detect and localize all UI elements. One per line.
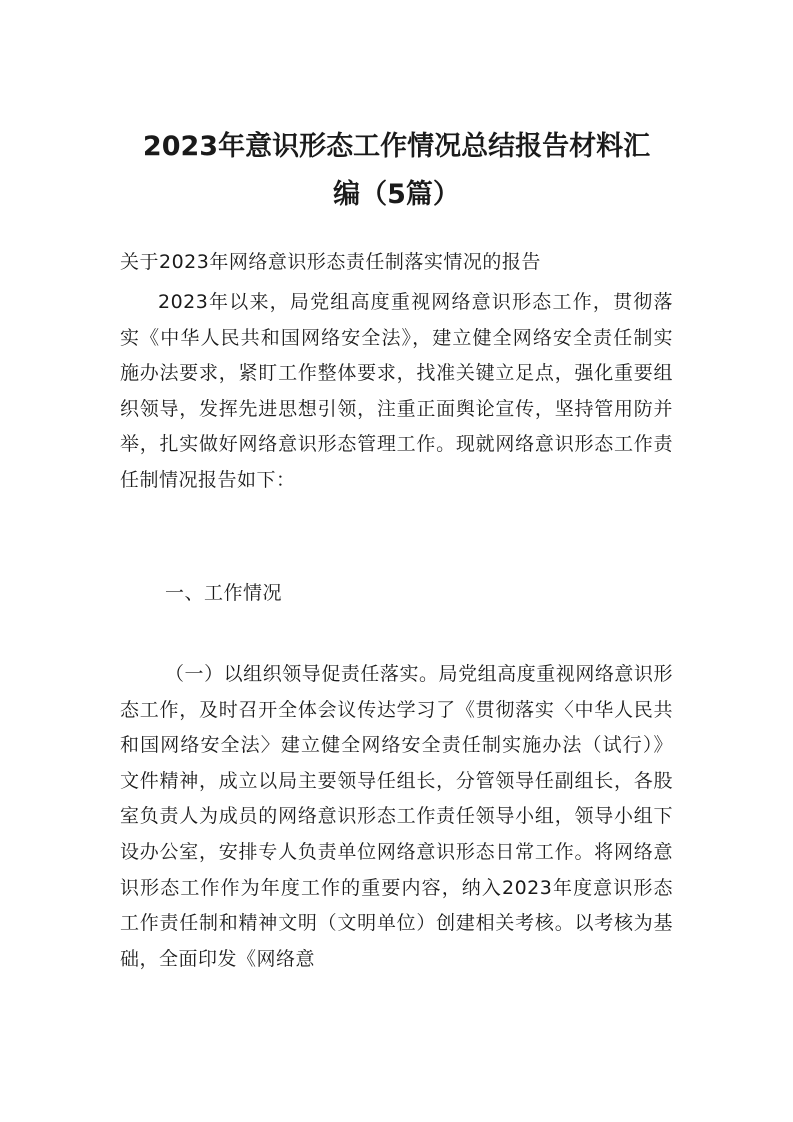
- intro-paragraph: 2023年以来，局党组高度重视网络意识形态工作，贯彻落实《中华人民共和国网络安全法》，建立健全网络安全责任制实施办法要求，紧盯工作整体要求，找准关键立足点，强化重要组织领导，发挥先进思想引领，注重正面舆论宣传，坚持管用防并举，扎实做好网络意识形态管理工作。现就网络意识形态工作责任制情况报告如下：: [120, 291, 673, 491]
- document-title-line1: 2023年意识形态工作情况总结报告材料汇: [142, 131, 651, 162]
- report-subheading: 关于2023年网络意识形态责任制落实情况的报告: [120, 251, 541, 273]
- document-title-line2: 编（5篇）: [333, 179, 460, 210]
- body-paragraph: （一）以组织领导促责任落实。局党组高度重视网络意识形态工作，及时召开全体会议传达学习了《贯彻落实〈中华人民共和国网络安全法〉建立健全网络安全责任制实施办法（试行）》文件精神，成立以局主要领导任组长，分管领导任副组长，各股室负责人为成员的网络意识形态工作责任领导小组，领导小组下设办公室，安排专人负责单位网络意识形态日常工作。将网络意识形态工作作为年度工作的重要内容，纳入2023年度意识形态工作责任制和精神文明（文明单位）创建相关考核。以考核为基础，全面印发《网络意: [120, 663, 673, 970]
- section-heading: 一、工作情况: [165, 582, 283, 604]
